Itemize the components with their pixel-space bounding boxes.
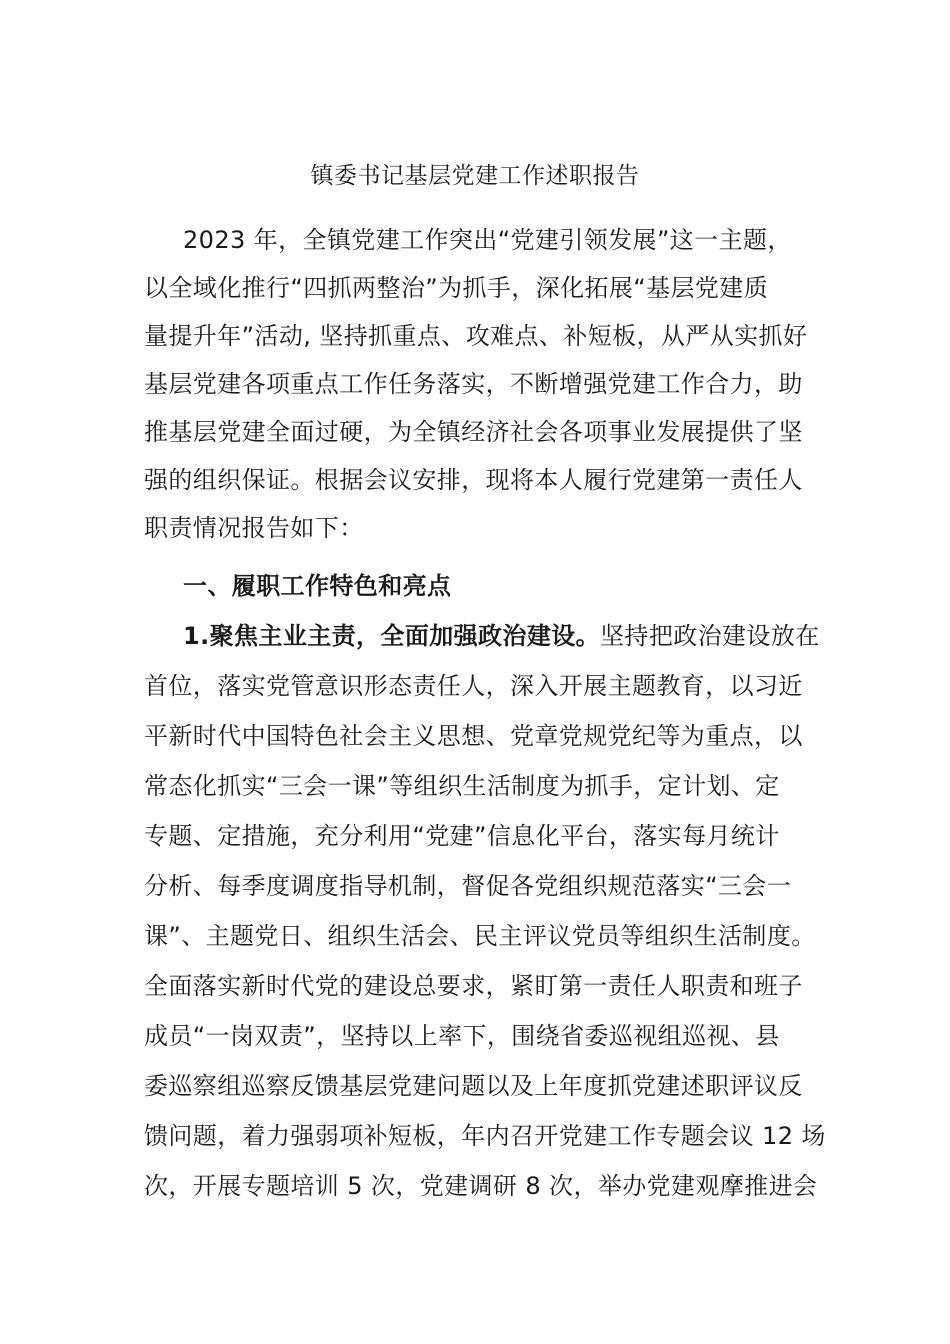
paragraph-line: 推基层党建全面过硬，为全镇经济社会各项事业发展提供了坚 <box>144 418 803 446</box>
paragraph-line: 2023 年，全镇党建工作突出“党建引领发展”这一主题， <box>183 226 792 254</box>
document-title: 镇委书记基层党建工作述职报告 <box>310 163 640 189</box>
paragraph-line: 分析、每季度调度指导机制，督促各党组织规范落实“三会一 <box>144 872 792 900</box>
item-text: 坚持把政治建设放在 <box>600 622 820 650</box>
paragraph-line: 平新时代中国特色社会主义思想、党章党规党纪等为重点，以 <box>144 722 803 750</box>
paragraph-line: 全面落实新时代党的建设总要求，紧盯第一责任人职责和班子 <box>144 972 803 1000</box>
paragraph-line: 首位，落实党管意识形态责任人，深入开展主题教育，以习近 <box>144 672 803 700</box>
paragraph-line: 以全域化推行“四抓两整治”为抓手，深化拓展“基层党建质 <box>144 274 769 302</box>
paragraph-line: 成员“一岗双责”，坚持以上率下，围绕省委巡视组巡视、县 <box>144 1022 780 1050</box>
item-heading: 1.聚焦主业主责，全面加强政治建设。 <box>183 622 601 650</box>
paragraph-line: 常态化抓实“三会一课”等组织生活制度为抓手，定计划、定 <box>144 772 780 800</box>
section-heading: 一、履职工作特色和亮点 <box>183 572 452 600</box>
paragraph-line: 职责情况报告如下： <box>144 514 364 542</box>
paragraph-line: 量提升年”活动, 坚持抓重点、攻难点、补短板，从严从实抓好 <box>144 322 808 350</box>
paragraph-line: 强的组织保证。根据会议安排，现将本人履行党建第一责任人 <box>144 466 803 494</box>
paragraph-line: 委巡察组巡察反馈基层党建问题以及上年度抓党建述职评议反 <box>144 1072 803 1100</box>
item-first-line <box>183 618 820 654</box>
paragraph-line: 次，开展专题培训 5 次，党建调研 8 次，举办党建观摩推进会 <box>144 1172 818 1200</box>
paragraph-line: 课”、主题党日、组织生活会、民主评议党员等组织生活制度。 <box>144 922 816 950</box>
paragraph-line: 馈问题，着力强弱项补短板，年内召开党建工作专题会议 12 场 <box>144 1122 826 1150</box>
paragraph-line: 专题、定措施，充分利用“党建”信息化平台，落实每月统计 <box>144 822 780 850</box>
paragraph-line: 基层党建各项重点工作任务落实，不断增强党建工作合力，助 <box>144 370 803 398</box>
